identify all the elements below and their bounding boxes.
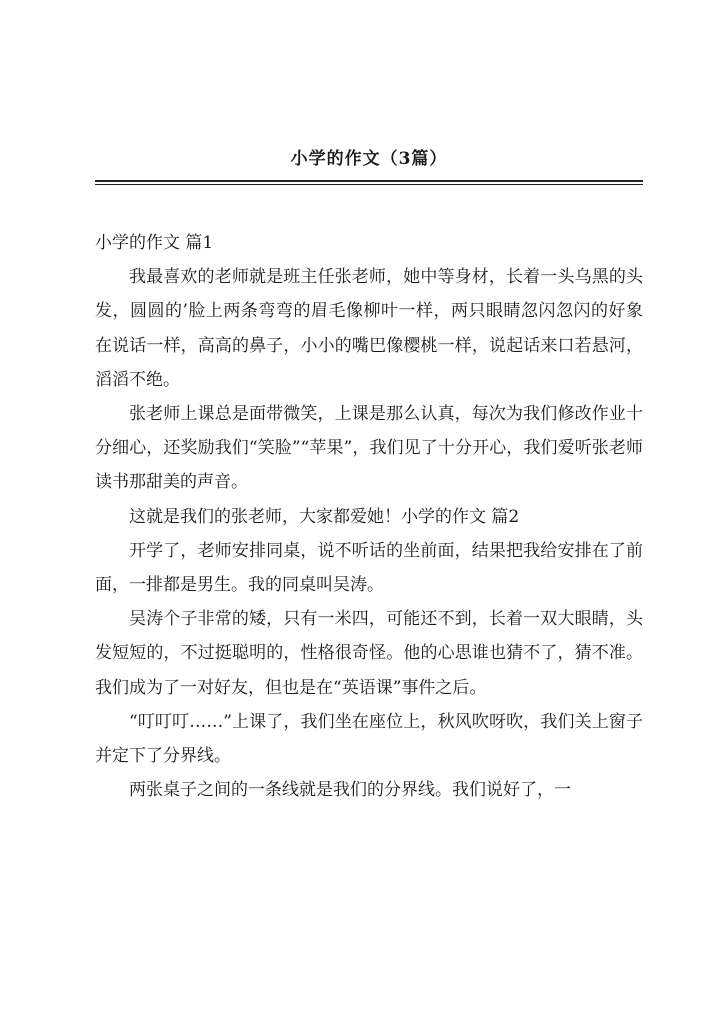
document-body bbox=[95, 226, 643, 807]
title-rule-thin bbox=[95, 184, 643, 185]
section-heading-1: 小学的作文 篇1 bbox=[95, 233, 214, 253]
title-rule-thick bbox=[95, 180, 643, 182]
paragraph: 吴涛个子非常的矮，只有一米四，可能还不到，长着一双大眼睛，头发短短的，不过挺聪明的，性格很奇怪。他的心思谁也猜不了，猜不准。我们成为了一对好友，但也是在“英语课”事件之后。 bbox=[95, 609, 643, 698]
paragraph: “叮叮叮……”上课了，我们坐在座位上，秋风吹呀吹，我们关上窗子并定下了分界线。 bbox=[95, 711, 643, 767]
paragraph: 我最喜欢的老师就是班主任张老师，她中等身材，长着一头乌黑的头发，圆圆的’脸上两条弯弯的眉毛像柳叶一样，两只眼睛忽闪忽闪的好象在说话一样，高高的鼻子，小小的嘴巴像樱桃一样，说起话来口若悬河，滔滔不绝。 bbox=[95, 267, 643, 390]
paragraph: 张老师上课总是面带微笑，上课是那么认真，每次为我们修改作业十分细心，还奖励我们“笑脸”“苹果”，我们见了十分开心，我们爱听张老师读书那甜美的声音。 bbox=[95, 404, 643, 493]
paragraph: 这就是我们的张老师，大家都爱她！小学的作文 篇2 bbox=[129, 506, 520, 527]
paragraph: 开学了，老师安排同桌，说不听话的坐前面，结果把我给安排在了前面，一排都是男生。我的同桌叫吴涛。 bbox=[95, 540, 643, 596]
document-title: 小学的作文（3篇） bbox=[290, 149, 448, 169]
paragraph: 两张桌子之间的一条线就是我们的分界线。我们说好了，一 bbox=[129, 780, 571, 801]
